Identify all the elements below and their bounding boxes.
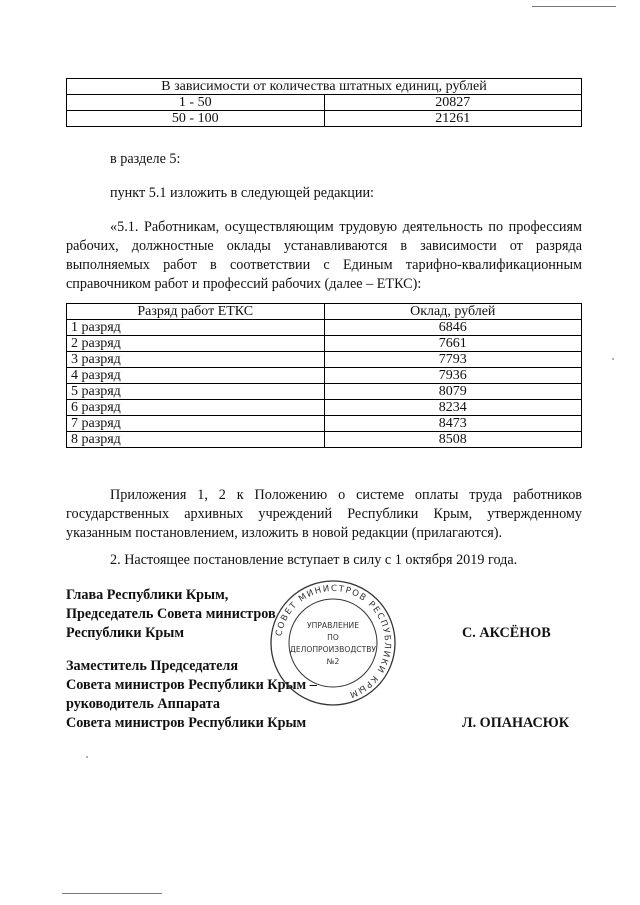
grade-header: Разряд работ ЕТКС bbox=[67, 304, 325, 320]
table-row bbox=[67, 111, 582, 127]
deputy-signature-name: Л. ОПАНАСЮК bbox=[462, 715, 570, 731]
official-stamp bbox=[268, 578, 398, 708]
deputy-title-line: Совета министров Республики Крым – bbox=[66, 677, 317, 693]
salary-cell: 7661 bbox=[324, 336, 582, 352]
table-row bbox=[67, 400, 582, 416]
head-title-line: Глава Республики Крым, bbox=[66, 587, 229, 603]
svg-text:№2: №2 bbox=[326, 657, 340, 666]
svg-text:УПРАВЛЕНИЕ: УПРАВЛЕНИЕ bbox=[306, 621, 360, 630]
table-row bbox=[67, 368, 582, 384]
salary-cell: 7936 bbox=[324, 368, 582, 384]
table-row bbox=[67, 320, 582, 336]
grade-cell: 6 разряд bbox=[67, 400, 325, 416]
scan-dot bbox=[612, 358, 614, 360]
table-row bbox=[67, 416, 582, 432]
section-line: в разделе 5: bbox=[110, 151, 181, 167]
range-cell: 50 - 100 bbox=[67, 111, 325, 127]
head-signature-title bbox=[66, 586, 276, 643]
salary-header: Оклад, рублей bbox=[324, 304, 582, 320]
head-title-line: Республики Крым bbox=[66, 625, 185, 641]
deputy-title-line: Совета министров Республики Крым bbox=[66, 715, 307, 731]
table-row bbox=[67, 432, 582, 448]
table-row bbox=[67, 352, 582, 368]
grade-cell: 5 разряд bbox=[67, 384, 325, 400]
grade-cell: 2 разряд bbox=[67, 336, 325, 352]
salary-cell: 8508 bbox=[324, 432, 582, 448]
head-signature-name: С. АКСЁНОВ bbox=[462, 625, 551, 641]
svg-text:ПО: ПО bbox=[327, 633, 339, 642]
range-cell: 1 - 50 bbox=[67, 95, 325, 111]
salary-cell: 7793 bbox=[324, 352, 582, 368]
svg-text:ДЕЛОПРОИЗВОДСТВУ: ДЕЛОПРОИЗВОДСТВУ bbox=[289, 645, 377, 654]
stamp-seal bbox=[268, 578, 398, 708]
table-header-row bbox=[67, 304, 582, 320]
salary-cell: 8234 bbox=[324, 400, 582, 416]
value-cell: 20827 bbox=[324, 95, 582, 111]
grade-cell: 1 разряд bbox=[67, 320, 325, 336]
salary-grade-table bbox=[66, 303, 582, 448]
paragraph-5-1: «5.1. Работникам, осуществляющим трудовую деятельность по профессиям рабочих, должностные оклады устанавливаются в зависимости от разряда выполняемых работ в соответствии с Единым тарифно-квалификационным справочником работ и профессий рабочих (далее – ЕТКС): bbox=[66, 219, 582, 292]
staff-count-table bbox=[66, 78, 582, 127]
top-rule bbox=[532, 6, 616, 7]
head-title-line: Председатель Совета министров bbox=[66, 606, 276, 622]
salary-cell: 8079 bbox=[324, 384, 582, 400]
table-header-row bbox=[67, 79, 582, 95]
table-row bbox=[67, 95, 582, 111]
paragraph-2: 2. Настоящее постановление вступает в силу с 1 октября 2019 года. bbox=[110, 552, 518, 568]
salary-cell: 6846 bbox=[324, 320, 582, 336]
table-header: В зависимости от количества штатных единиц, рублей bbox=[67, 79, 582, 95]
table-row bbox=[67, 384, 582, 400]
deputy-title-line: Заместитель Председателя bbox=[66, 658, 239, 674]
grade-cell: 7 разряд bbox=[67, 416, 325, 432]
deputy-title-line: руководитель Аппарата bbox=[66, 696, 220, 712]
grade-cell: 8 разряд bbox=[67, 432, 325, 448]
table-row bbox=[67, 336, 582, 352]
salary-cell: 8473 bbox=[324, 416, 582, 432]
value-cell: 21261 bbox=[324, 111, 582, 127]
paragraph-appendix: Приложения 1, 2 к Положению о системе оплаты труда работников государственных архивных учреждений Республики Крым, утвержденному указанным постановлением, изложить в новой редакции (прилагаются). bbox=[66, 487, 582, 541]
grade-cell: 3 разряд bbox=[67, 352, 325, 368]
point-line: пункт 5.1 изложить в следующей редакции: bbox=[110, 185, 374, 201]
bottom-rule bbox=[62, 893, 162, 894]
svg-text:СОВЕТ МИНИСТРОВ РЕСПУБЛИКИ КРЫ: СОВЕТ МИНИСТРОВ РЕСПУБЛИКИ КРЫМ bbox=[274, 583, 393, 700]
grade-cell: 4 разряд bbox=[67, 368, 325, 384]
scan-dot bbox=[86, 756, 88, 758]
